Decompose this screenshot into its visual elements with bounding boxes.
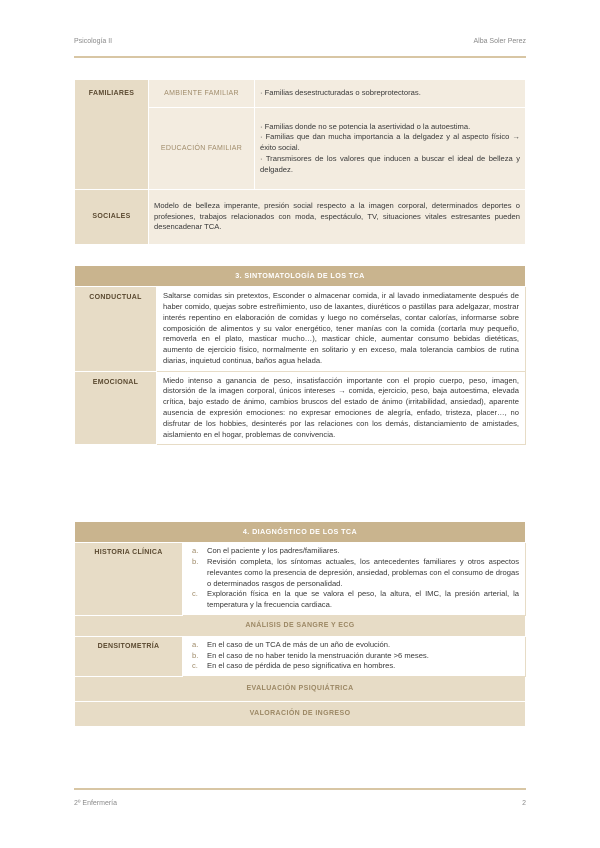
emocional-text: Miedo intenso a ganancia de peso, insatisfacción importante con el propio cuerpo, peso, imagen, distorsión de la imagen corporal, únicos intereses → comida, ejercicio, peso, baja autoestima, elevada crítica, bajo estado de ánimo, cambios bruscos del estado de ánimo (irritabilidad, ansiedad), aparente ausencia de expresión emociones: no expresar emociones de alegría, enfado, tristeza, placer…, no disfrutar de los hobbies, desinterés por las relaciones con los demás, distanciamiento de amistades, aislamiento en el hogar, problemas de convivencia. — [157, 371, 526, 445]
footer-rule — [74, 788, 526, 790]
list-item: c. En el caso de pérdida de peso significativa en hombres. — [192, 661, 396, 671]
list-item: a. Con el paciente y los padres/familiares. — [192, 546, 340, 556]
footer-course: 2º Enfermería — [74, 800, 118, 807]
sociales-text: Modelo de belleza imperante, presión social respecto a la imagen corporal, determinados deportes o profesiones, trabajos relacionados con moda, espectáculo, TV, situaciones vitales estresantes pueden desencadenar TCA. — [149, 190, 526, 245]
factors-table — [74, 79, 526, 245]
analisis-band: ANÁLISIS DE SANGRE Y ECG — [75, 615, 526, 636]
historia-label: HISTORIA CLÍNICA — [75, 543, 183, 616]
historia-list — [183, 543, 526, 616]
educacion-line: · Transmisores de los valores que inducen a buscar el ideal de belleza y delgadez. — [260, 153, 520, 174]
symptoms-title: 3. SINTOMATOLOGÍA DE LOS TCA — [75, 266, 526, 287]
conductual-label: CONDUCTUAL — [75, 287, 157, 371]
psiquiatrica-band: EVALUACIÓN PSIQUIÁTRICA — [75, 677, 526, 702]
educacion-line: · Familias donde no se potencia la asertividad o la autoestima. — [260, 121, 471, 131]
header-subject: Psicología II — [74, 38, 113, 45]
educacion-line: · Familias que dan mucha importancia a la delgadez y al aspecto físico → éxito social. — [260, 132, 520, 153]
header-author: Alba Soler Perez — [473, 38, 526, 45]
conductual-text: Saltarse comidas sin pretextos, Esconder o almacenar comida, ir al lavado inmediatamente después de haber comido, quejas sobre estreñimiento, uso de laxantes, diuréticos o pastillas para adelgazar, mostrar interés repentino en elaboración de comidas y luego no comérselas, contar calorías, informarse sobre composición de alimentos y su valor energético, tener manías con la comida (cortarla muy pequeño, removerla en el plato, masticar mucho…), masticar chicle, aumentar consumo bebidas dietéticas, aumento de ejercicio físico, normalmente en solitario y en exceso, mala tolerancia cambios de rutina diarias, inquietud continua, baños agua helada. — [157, 287, 526, 371]
densitometria-list — [183, 636, 526, 676]
ingreso-band: VALORACIÓN DE INGRESO — [75, 702, 526, 727]
header-rule — [74, 56, 526, 58]
symptoms-table — [74, 265, 526, 445]
list-item: b. En el caso de no haber tenido la menstruación durante >6 meses. — [192, 650, 429, 660]
educacion-label: EDUCACIÓN FAMILIAR — [149, 108, 255, 190]
diagnosis-table — [74, 521, 526, 727]
list-item: c. Exploración física en la que se valora el peso, la altura, el IMC, la presión arterial, la temperatura y la frecuencia cardiaca. — [192, 589, 519, 610]
diagnosis-title: 4. DIAGNÓSTICO DE LOS TCA — [75, 522, 526, 543]
densitometria-label: DENSITOMETRÍA — [75, 636, 183, 676]
ambiente-text: · Familias desestructuradas o sobreprotectoras. — [255, 80, 526, 108]
familiares-label: FAMILIARES — [75, 80, 149, 190]
sociales-label: SOCIALES — [75, 190, 149, 245]
list-item: b. Revisión completa, los síntomas actuales, los antecedentes familiares y otros aspectos relevantes como la presencia de depresión, ansiedad, problemas con el consumo de drogas o determinados rasgos de personalidad. — [192, 557, 519, 588]
ambiente-label: AMBIENTE FAMILIAR — [149, 80, 255, 108]
page-number: 2 — [522, 800, 526, 807]
emocional-label: EMOCIONAL — [75, 371, 157, 445]
list-item: a. En el caso de un TCA de más de un año de evolución. — [192, 639, 391, 649]
educacion-text — [255, 108, 526, 190]
